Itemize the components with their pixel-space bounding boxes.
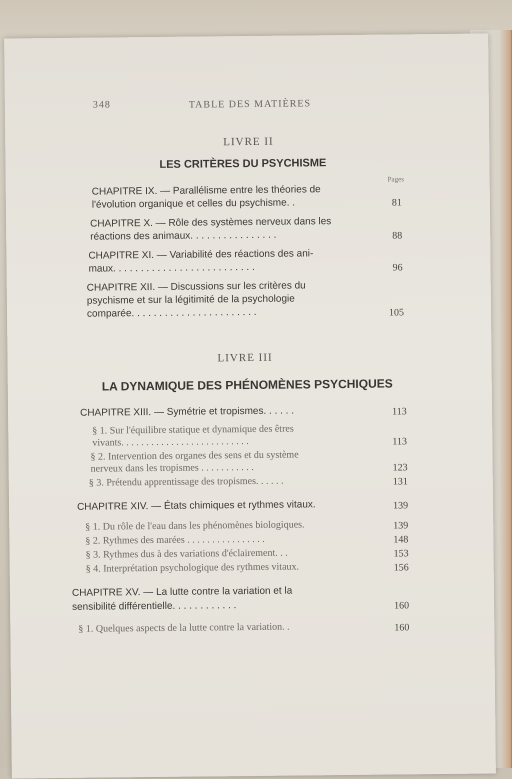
section-line: vivants. . . . . . . . . . . . . . . . . . . . . . . . . .	[92, 436, 249, 449]
entry-page: 160	[394, 600, 410, 612]
section-page: 123	[392, 462, 408, 474]
entry-page: 96	[392, 262, 403, 274]
section-page: 148	[393, 534, 409, 546]
section-line: nerveux dans les tropismes . . . . . . . . . . .	[90, 461, 254, 475]
entry-line: CHAPITRE XV. — La lutte contre la variation et la	[71, 585, 293, 599]
section-line: § 1. Du rôle de l'eau dans les phénomènes biologiques.	[85, 519, 305, 533]
entry-line: réactions des animaux. . . . . . . . . . . . . . . .	[90, 229, 277, 243]
entry-page: 81	[391, 197, 402, 209]
pages-column-label: Pages	[387, 175, 405, 184]
entry-line: maux. . . . . . . . . . . . . . . . . . . . . . . . . .	[88, 261, 255, 275]
entry-line: CHAPITRE XII. — Discussions sur les critères du	[86, 280, 306, 294]
entry-line: CHAPITRE X. — Rôle des systèmes nerveux dans les	[90, 216, 332, 230]
book-heading: LIVRE III	[217, 351, 273, 365]
book-page	[4, 33, 496, 778]
entry-line: psychisme et sur la légitimité de la psychologie	[86, 293, 295, 307]
running-head: TABLE DES MATIÈRES	[188, 98, 312, 111]
entry-page: 105	[388, 307, 405, 319]
section-line: § 3. Prétendu apprentissage des tropismes. . . . . .	[88, 475, 284, 489]
page-number: 348	[92, 99, 111, 111]
section-page: 156	[393, 562, 409, 574]
entry-page: 88	[392, 230, 403, 242]
section-page: 139	[393, 520, 409, 532]
section-line: § 2. Rythmes des marées . . . . . . . . . . . . . . . .	[85, 533, 265, 547]
entry-line: CHAPITRE XIII. — Symétrie et tropismes. . . . . .	[80, 405, 295, 419]
section-line: § 1. Quelques aspects de la lutte contre la variation. .	[78, 621, 290, 635]
section-page: 160	[394, 622, 410, 634]
entry-line: CHAPITRE XIV. — États chimiques et rythmes vitaux.	[76, 499, 316, 513]
entry-line: sensibilité différentielle. . . . . . . . . . . .	[72, 600, 237, 613]
entry-page: 113	[392, 406, 407, 418]
book-title: LES CRITÈRES DU PSYCHISME	[159, 157, 327, 171]
entry-page: 139	[392, 500, 409, 512]
entry-line: CHAPITRE IX. — Parallélisme entre les théories de	[91, 184, 321, 198]
section-page: 153	[393, 548, 409, 560]
book-title: LA DYNAMIQUE DES PHÉNOMÈNES PSYCHIQUES	[101, 376, 393, 394]
section-line: § 1. Sur l'équilibre statique et dynamique des êtres	[92, 423, 294, 437]
section-line: § 4. Interprétation psychologique des rythmes vitaux.	[85, 561, 300, 575]
section-page: 113	[392, 436, 408, 448]
section-page: 131	[392, 476, 408, 488]
entry-line: CHAPITRE XI. — Variabilité des réactions des ani-	[88, 248, 314, 262]
section-line: § 2. Intervention des organes des sens et du système	[90, 449, 299, 463]
book-heading: LIVRE II	[223, 135, 274, 149]
entry-line: comparée. . . . . . . . . . . . . . . . . . . . . . .	[86, 306, 257, 320]
entry-line: l'évolution organique et celles du psychisme. .	[91, 197, 296, 211]
section-line: § 3. Rythmes dus à des variations d'éclairement. . .	[85, 547, 288, 561]
